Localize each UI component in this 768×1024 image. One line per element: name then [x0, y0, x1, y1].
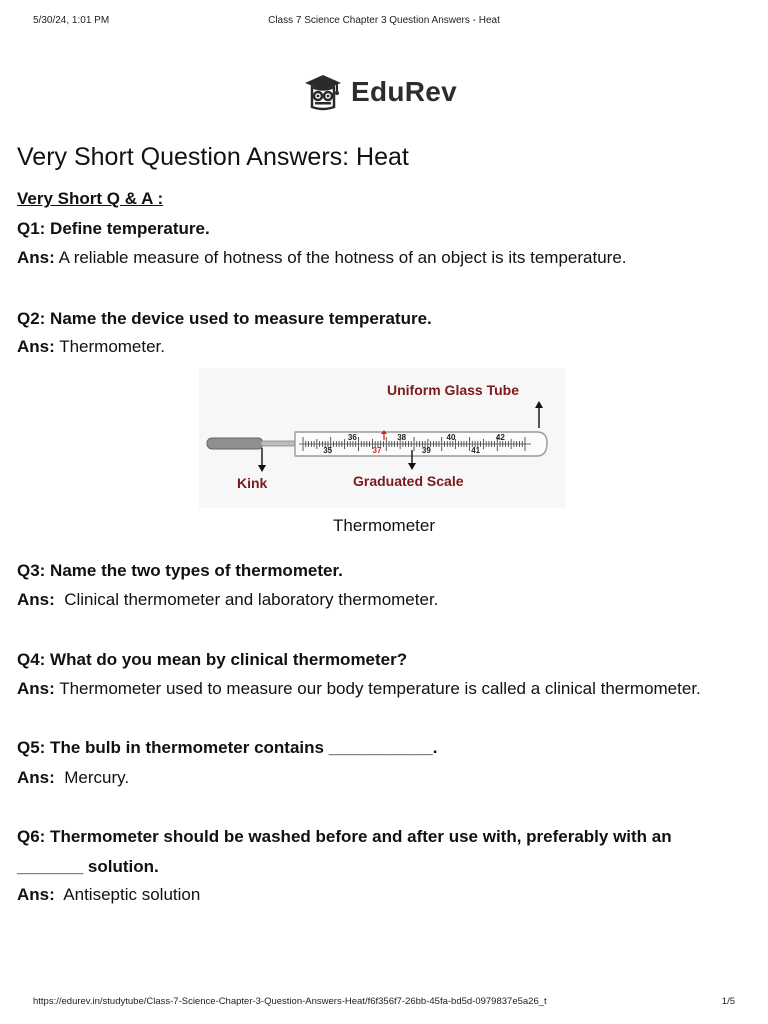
scale-number: 40 [446, 433, 456, 442]
label-uniform-glass-tube: Uniform Glass Tube [387, 382, 519, 398]
logo-text: EduRev [351, 76, 458, 107]
answer-5 [17, 766, 129, 790]
print-datetime: 5/30/24, 1:01 PM [33, 15, 110, 26]
figure-caption: Thermometer [332, 516, 436, 535]
answer-label: Ans: [17, 679, 55, 698]
scale-number: 42 [495, 433, 505, 442]
answer-text: A reliable measure of hotness of the hotness of an object is its temperature. [54, 248, 627, 267]
answer-4 [17, 677, 701, 701]
answer-label: Ans: [17, 337, 55, 356]
answer-text: Thermometer used to measure our body temperature is called a clinical thermometer. [54, 679, 701, 698]
answer-label: Ans: [17, 248, 55, 267]
scale-number: 36 [347, 433, 357, 442]
print-page-number: 1/5 [721, 996, 735, 1007]
scale-number: 41 [471, 446, 481, 455]
answer-text: Antiseptic solution [54, 885, 201, 904]
print-document-title: Class 7 Science Chapter 3 Question Answers - Heat [268, 15, 500, 26]
question-2: Q2: Name the device used to measure temperature. [17, 309, 432, 328]
label-graduated-scale: Graduated Scale [353, 473, 464, 489]
edurev-logo[interactable] [303, 70, 457, 114]
page-title: Very Short Question Answers: Heat [17, 143, 409, 171]
thermometer-diagram [199, 368, 565, 508]
answer-label: Ans: [17, 768, 55, 787]
section-heading: Very Short Q & A : [17, 189, 164, 208]
thermometer-svg [199, 368, 565, 508]
answer-2 [17, 335, 165, 359]
question-1: Q1: Define temperature. [17, 219, 210, 238]
print-header [33, 15, 735, 29]
thermometer-bulb [207, 438, 263, 449]
print-url: https://edurev.in/studytube/Class-7-Science-Chapter-3-Question-Answers-Heat/f6f356f7-26bb-45fa-bd5d-0979837e5a26_t [33, 996, 547, 1007]
answer-6 [17, 883, 200, 907]
question-4: Q4: What do you mean by clinical thermometer? [17, 650, 408, 669]
label-kink: Kink [237, 475, 268, 491]
print-footer [33, 996, 735, 1010]
thermometer-capillary [261, 441, 295, 446]
scale-number: 39 [421, 446, 431, 455]
answer-text: Mercury. [54, 768, 130, 787]
question-6-line-2: _______ solution. [17, 857, 159, 876]
question-6: Q6: Thermometer should be washed before and after use with, preferably with an [17, 827, 672, 846]
answer-label: Ans: [17, 590, 55, 609]
answer-1 [17, 246, 627, 270]
scale-number: 35 [323, 446, 333, 455]
graduation-cap-owl-icon [303, 73, 343, 111]
answer-label: Ans: [17, 885, 55, 904]
answer-text: Clinical thermometer and laboratory thermometer. [54, 590, 439, 609]
answer-text: Thermometer. [54, 337, 166, 356]
question-5: Q5: The bulb in thermometer contains ___________. [17, 738, 438, 757]
answer-3 [17, 588, 438, 612]
question-3: Q3: Name the two types of thermometer. [17, 561, 343, 580]
scale-number: 37 [372, 446, 382, 455]
scale-number: 38 [397, 433, 407, 442]
